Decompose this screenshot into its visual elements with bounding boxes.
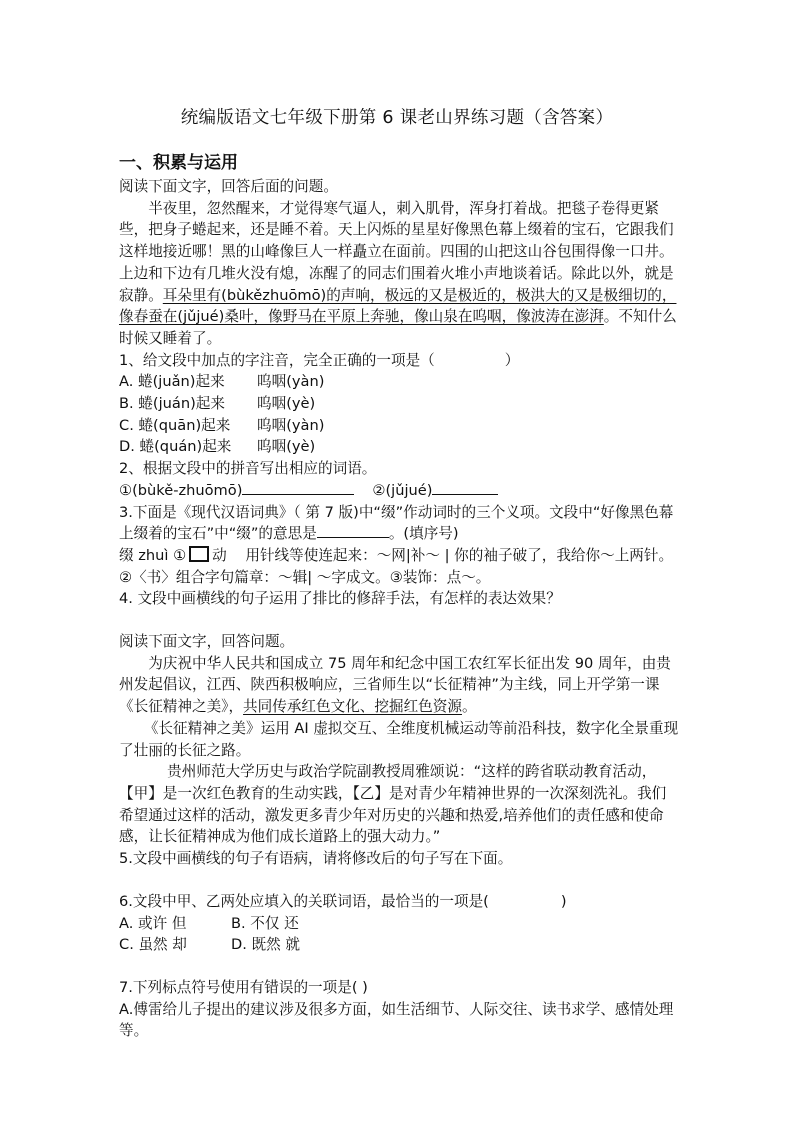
q1-option-c-text: C. 蜷(quān)起来 [119,416,231,434]
q3-def-pos: 动 [212,546,227,564]
q1-option-d [119,436,679,458]
q3-def-text: 用针线等使连起来：～网|补～ | 你的袖子破了，我给你～上两针。②〈书〉组合字句篇章：～辑| ～字成文。③装饰：点～。 [119,546,674,586]
q1-option-b-word: 呜咽(yè) [257,395,316,413]
q3-stem-end: 。(填序号) [388,525,459,543]
q1-stem [119,350,679,372]
q2-items [119,480,679,502]
q2-item1-blank[interactable] [242,480,354,495]
q1-option-d-text: D. 蜷(quán)起来 [119,438,232,456]
q7-option-a: A.傅雷给儿子提出的建议涉及很多方面，如生活细节、人际交往、读书求学、感情处理等。 [119,1000,674,1040]
passage2-para1-end: 。 [461,698,477,716]
q4-stem: 4. 文段中画横线的句子运用了排比的修辞手法，有怎样的表达效果？ [119,590,561,608]
q1-option-a [119,371,679,393]
q1-option-a-text: A. 蜷(juǎn)起来 [119,373,225,391]
q5-stem: 5.文段中画横线的句子有语病，请将修改后的句子写在下面。 [119,850,513,868]
q6-options-row1 [119,913,679,935]
passage1-text-b: 。不知什么时候又睡着了。 [119,308,677,347]
q7-stem: 7.下列标点符号使用有错误的一项是( ) [119,978,368,996]
q3-stem-text: 3.下面是《现代汉语词典》（ 第 7 版)中“缀”作动词时的三个义项。文段中“好像黑色幕上缀着的宝石”中“缀”的意思是 [119,503,674,543]
q2-item2-blank[interactable] [432,480,498,495]
q3-def-head: 缀 zhuì ① [119,546,187,564]
passage2-intro: 阅读下面文字，回答问题。 [119,633,295,651]
passage2-para1-text: 为庆祝中华人民共和国成立 75 周年和纪念中国工农红军长征出发 90 周年，由贵州发起倡议，江西、陕西积极响应，三省师生以“长征精神”为主线，同上开学第一课《长征精神之美》， [119,654,671,716]
passage1-intro: 阅读下面文字，回答后面的问题。 [119,178,338,195]
q6-stem-text: 6.文段中甲、乙两处应填入的关联词语，最恰当的一项是( [119,892,489,910]
q2-stem: 2、根据文段中的拼音写出相应的词语。 [119,460,377,478]
q6-option-b: B. 不仅 还 [231,914,299,932]
q1-option-b [119,393,679,415]
q6-option-c: C. 虽然 却 [119,936,187,954]
q1-option-b-text: B. 蜷(juán)起来 [119,395,225,413]
q1-option-a-word: 呜咽(yàn) [257,373,325,391]
q2-item2-label: ②(jǔjué) [372,481,433,499]
document-body [119,176,679,1042]
section-heading: 一、积累与运用 [119,153,238,173]
passage2-para1 [119,653,679,718]
document-title: 统编版语文七年级下册第 6 课老山界练习题（含答案） [180,108,614,128]
q3-blank[interactable] [317,523,389,538]
passage2-para2: 《长征精神之美》运用 AI 虚拟交互、全维度机械运动等前沿科技，数字化全景重现了壮丽的长征之路。 [119,719,679,759]
passage2-para3: 贵州师范大学历史与政治学院副教授周雅颂说：“这样的跨省联动教育活动，【甲】是一次红色教育的生动实践，【乙】是对青少年精神世界的一次深刻洗礼。我们希望通过这样的活动，激发更多青少年对历史的兴趣和热爱,培养他们的责任感和使命感，让长征精神成为他们成长道路上的强大动力。” [119,763,667,846]
q1-option-c-word: 呜咽(yàn) [257,416,325,434]
passage1-text [119,198,679,350]
q6-stem-close: ) [560,892,567,910]
q3-definitions [119,545,679,588]
q6-option-d: D. 既然 就 [231,936,300,954]
passage1-underlined-sentence: 耳朵里有(bùkězhuōmō)的声响，极远的又是极近的，极洪大的又是极细切的，像春蚕在(jǔjué)桑叶，像野马在平原上奔驰，像山泉在呜咽，像波涛在澎湃 [119,286,677,326]
q2-item1-label: ①(bùkě-zhuōmō) [119,481,243,499]
passage1-text-a: 半夜里，忽然醒来，才觉得寒气逼人，刺入肌骨，浑身打着战。把毯子卷得更紧些，把身子蜷起来，还是睡不着。天上闪烁的星星好像黑色幕上缀着的宝石，它跟我们这样地接近哪！黑的山峰像巨人一样矗立在面前。四围的山把这山谷包围得像一口井。上边和下边有几堆火没有熄，冻醒了的同志们围着火堆小声地谈着话。除此以外，就是寂静。 [119,199,674,304]
passage2-underlined-sentence: 共同传承红色文化、挖掘红色资源 [243,698,462,716]
q1-option-d-word: 呜咽(yè) [257,438,316,456]
q6-options-row2 [119,934,679,956]
q1-stem-close: ） [504,351,520,369]
q6-option-a: A. 或许 但 [119,914,187,932]
q6-stem [119,891,679,913]
q3-stem [119,502,679,545]
pos-box-mark [189,546,209,562]
q1-option-c [119,415,679,437]
q1-stem-text: 1、给文段中加点的字注音，完全正确的一项是（ [119,351,435,369]
